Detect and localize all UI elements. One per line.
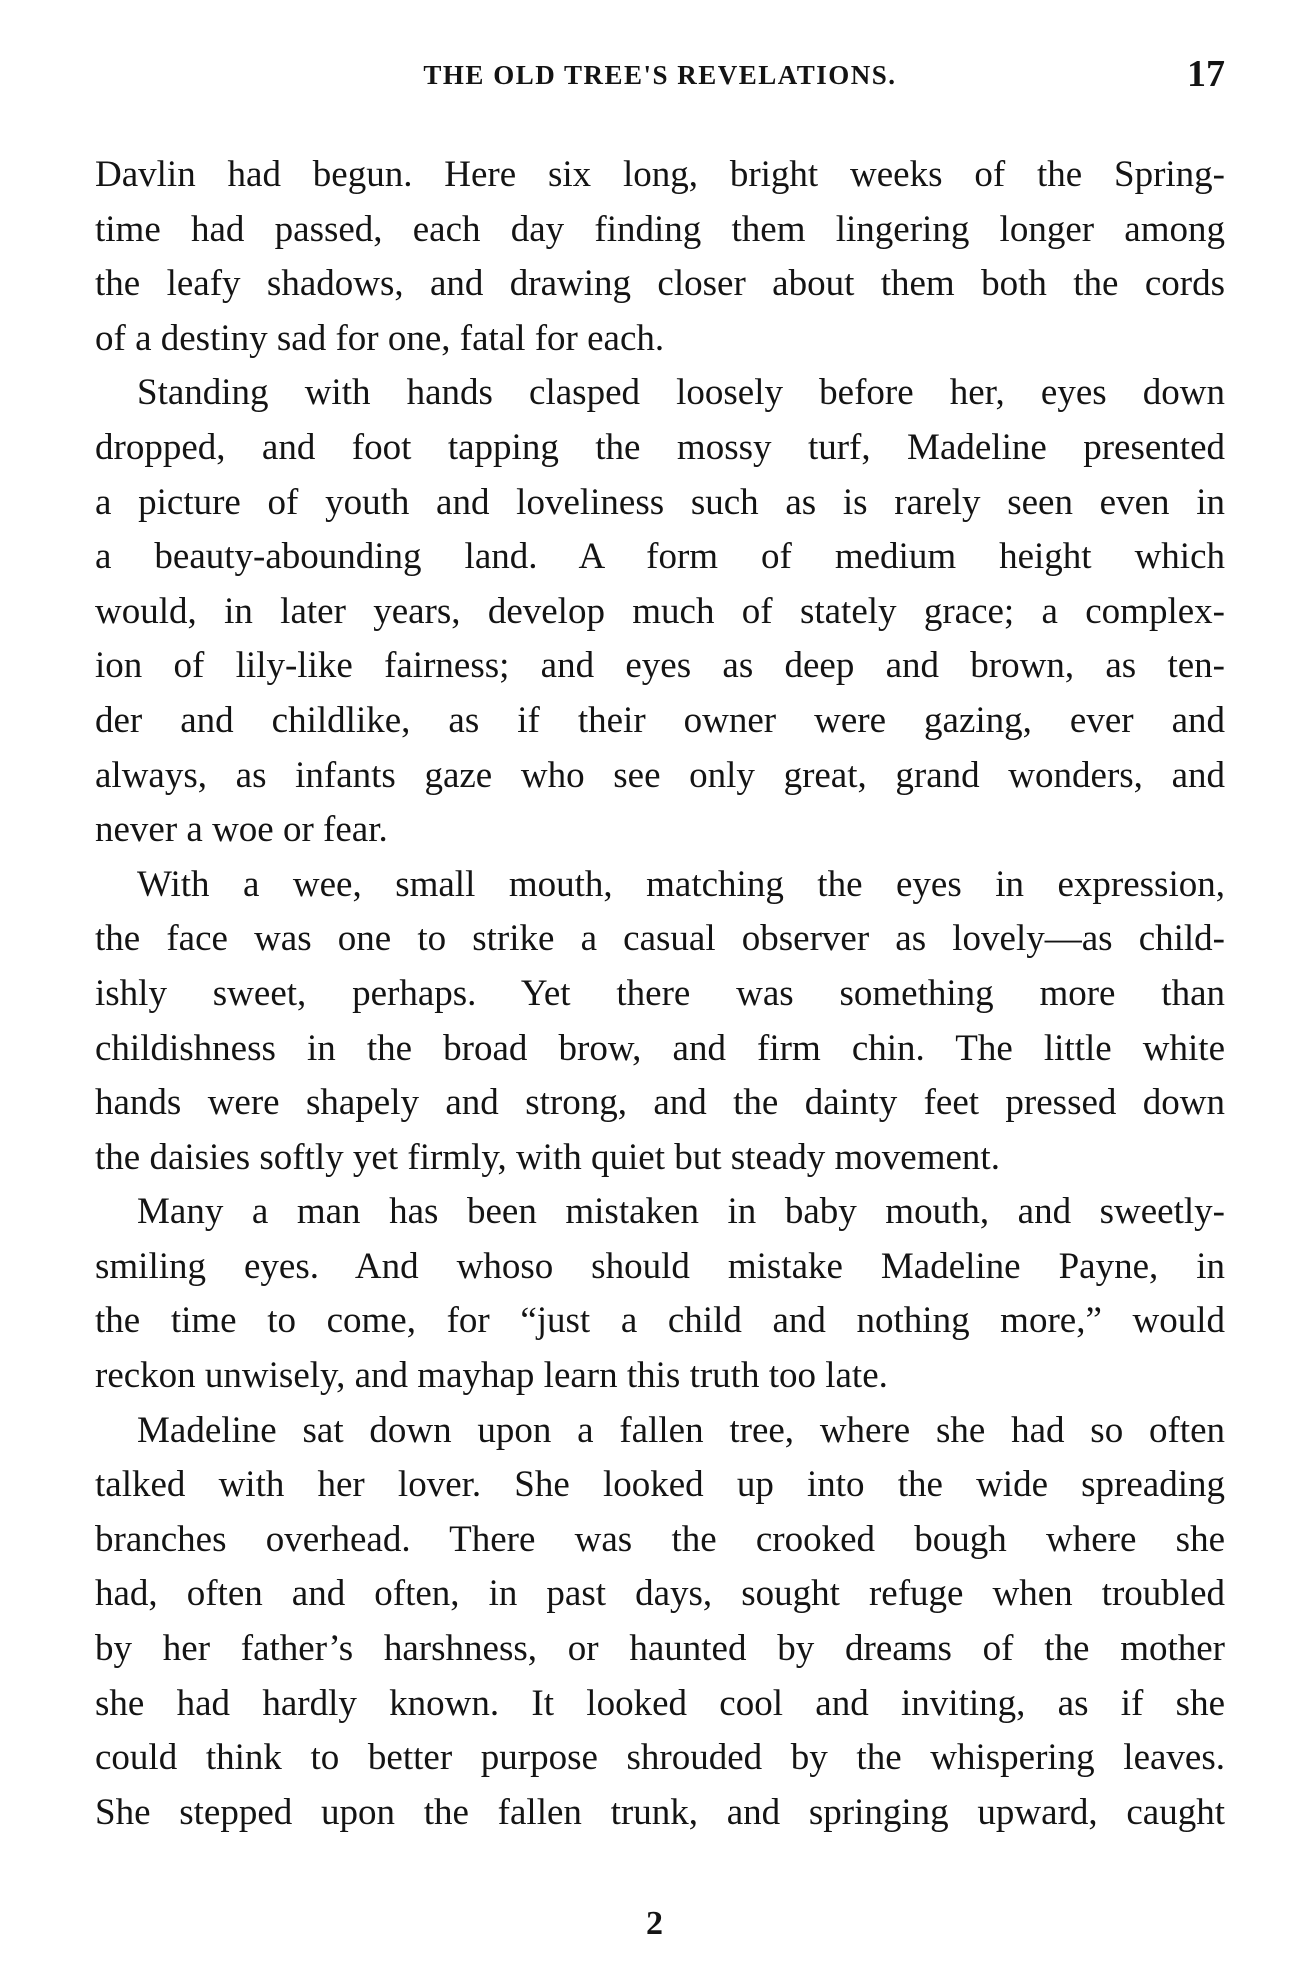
text-line: childishness in the broad brow, and firm chin. The little white (95, 1027, 1225, 1069)
text-line: hands were shapely and strong, and the dainty feet pressed down (95, 1082, 1225, 1124)
text-line: branches overhead. There was the crooked bough where she (95, 1518, 1225, 1560)
text-line: would, in later years, develop much of stately grace; a complex- (95, 590, 1225, 632)
text-line: by her father’s harshness, or haunted by dreams of the mother (95, 1628, 1225, 1670)
running-head (95, 52, 1225, 112)
text-line: talked with her lover. She looked up into the wide spreading (95, 1464, 1225, 1506)
text-line: smiling eyes. And whoso should mistake Madeline Payne, in (95, 1245, 1225, 1287)
text-line: the face was one to strike a casual observer as lovely—as child- (95, 918, 1225, 960)
text-line: a beauty-abounding land. A form of medium height which (95, 536, 1225, 578)
text-line: Madeline sat down upon a fallen tree, where she had so often (137, 1409, 1225, 1451)
text-line: time had passed, each day finding them lingering longer among (95, 208, 1225, 250)
running-title: THE OLD TREE'S REVELATIONS. (423, 60, 897, 90)
text-line: dropped, and foot tapping the mossy turf, Madeline presented (95, 426, 1225, 468)
text-line: ishly sweet, perhaps. Yet there was something more than (95, 972, 1225, 1014)
text-line: She stepped upon the fallen trunk, and springing upward, caught (95, 1791, 1225, 1833)
paragraph (95, 1185, 1225, 1403)
text-line: the daisies softly yet firmly, with quiet but steady movement. (95, 1136, 1000, 1178)
text-line: der and childlike, as if their owner were gazing, ever and (95, 699, 1225, 741)
signature-mark: 2 (646, 1905, 663, 1942)
page-number: 17 (1187, 53, 1225, 95)
text-line: of a destiny sad for one, fatal for each. (95, 317, 665, 359)
text-line: ion of lily-like fairness; and eyes as deep and brown, as ten- (95, 645, 1225, 687)
text-line: a picture of youth and loveliness such as is rarely seen even in (95, 481, 1225, 523)
text-line: the time to come, for “just a child and nothing more,” would (95, 1300, 1225, 1342)
paragraph (95, 1404, 1225, 1841)
text-line: had, often and often, in past days, sought refuge when troubled (95, 1573, 1225, 1615)
paragraph (95, 366, 1225, 857)
text-line: could think to better purpose shrouded by the whispering leaves. (95, 1737, 1225, 1779)
paragraph (95, 858, 1225, 1186)
paragraph (95, 148, 1225, 366)
text-line: always, as infants gaze who see only great, grand wonders, and (95, 754, 1225, 796)
text-line: she had hardly known. It looked cool and inviting, as if she (95, 1682, 1225, 1724)
text-line: Many a man has been mistaken in baby mouth, and sweetly- (137, 1191, 1225, 1233)
text-line: With a wee, small mouth, matching the eyes in expression, (137, 863, 1225, 905)
text-line: Standing with hands clasped loosely before her, eyes down (137, 372, 1225, 414)
text-line: Davlin had begun. Here six long, bright weeks of the Spring- (95, 154, 1225, 195)
text-line: reckon unwisely, and mayhap learn this truth too late. (95, 1355, 888, 1397)
text-line: never a woe or fear. (95, 809, 388, 851)
body-text (95, 148, 1225, 1840)
text-line: the leafy shadows, and drawing closer about them both the cords (95, 263, 1225, 305)
